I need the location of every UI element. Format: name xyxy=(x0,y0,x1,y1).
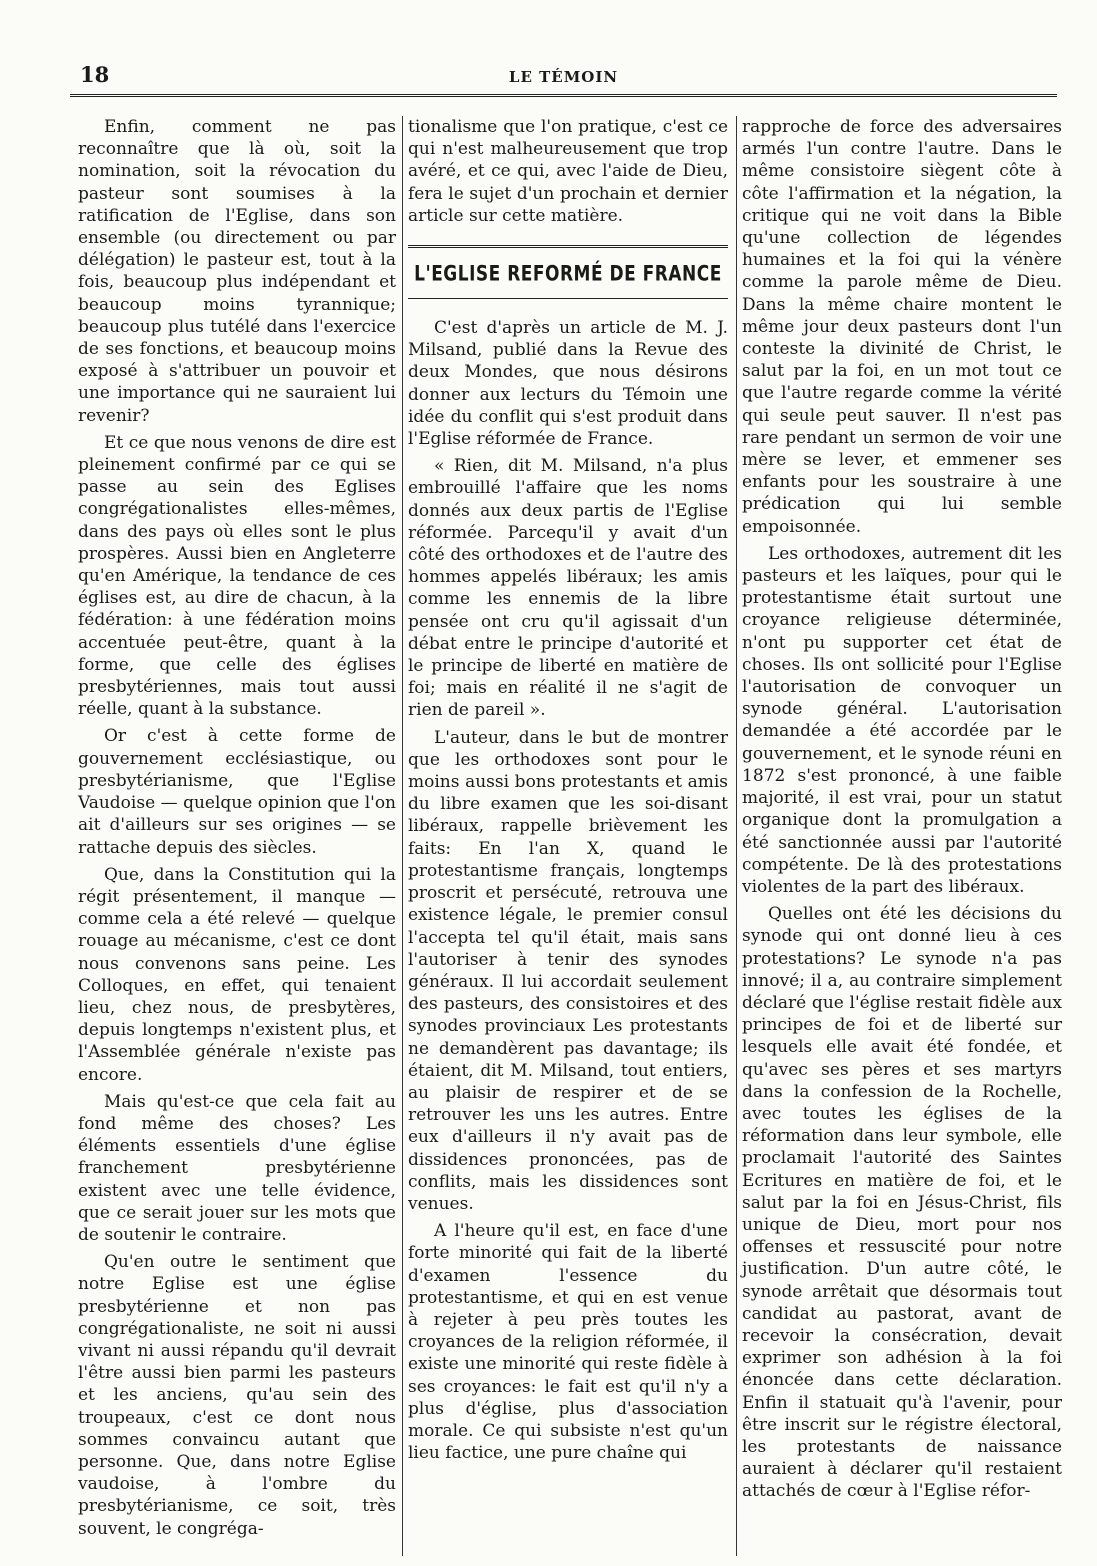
article-title: L'EGLISE REFORMÉ DE FRANCE xyxy=(414,261,722,287)
paragraph: Que, dans la Constitution qui la régit présentement, il manque — comme cela a été relevé — quelque rouage au mécanisme, c'est ce dont nous convenons sans peine. Les Colloques, en effet, qui tenaient lieu, chez nous, de presbytères, depuis longtemps n'existent plus, et l'Assemblée générale n'existe pas encore. xyxy=(78,864,396,1085)
paragraph: A l'heure qu'il est, en face d'une forte minorité qui fait de la liberté d'examen l'essence du protestantisme, et qui en est venue à rejeter à peu près toutes les croyances de la religion réformée, il existe une minorité qui reste fidèle à ses croyances: le fait est qu'il n'y a plus d'église, plus d'association morale. Ce qui subsiste n'est qu'un lieu factice, une pure chaîne qui xyxy=(408,1221,728,1464)
paragraph-continued: rapproche de force des adversaires armés l'un contre l'autre. Dans le même consistoire siègent côte à côte l'affirmation et la négation, la critique qui ne voit dans la Bible qu'une collection de légendes humaines et la foi qui la vénère comme la parole même de Dieu. Dans la même chaire montent le même jour deux pasteurs dont l'un conteste la divinité de Christ, le salut par la foi, en un mot tout ce que l'autre regarde comme la vérité qui seule peut sauver. Il n'est pas rare pendant un sermon de voir une mère se lever, et emmener ses enfants pour les soustraire à une prédication qui lui semble empoisonnée. xyxy=(742,117,1062,537)
journal-title: LE TÉMOIN xyxy=(508,68,619,86)
paragraph: Mais qu'est-ce que cela fait au fond même des choses? Les éléments essentiels d'une église franchement presbytérienne existent avec une telle évidence, que ce serait jouer sur les mots que de soutenir le contraire. xyxy=(78,1091,396,1245)
paragraph: « Rien, dit M. Milsand, n'a plus embrouillé l'affaire que les noms donnés aux deux partis de l'Eglise réformée. Parcequ'il y avait d'un côté des orthodoxes et de l'autre des hommes appelés libéraux; les amis comme les ennemis de la libre pensée ont cru qu'il agissait d'un débat entre le principe d'autorité et le principe de liberté en matière de foi; mais en réalité il ne s'agit de rien de pareil ». xyxy=(408,456,728,721)
header-rule xyxy=(70,94,1057,97)
paragraph: L'auteur, dans le but de montrer que les orthodoxes sont pour le moins aussi bons protestants et amis du libre examen que les soi-disant libéraux, rappelle brièvement les faits: En l'an X, quand le protestantisme français, longtemps proscrit et persécuté, retrouva une existence légale, le premier consul l'accepta tel qu'il était, mais sans l'autoriser à tenir des synodes généraux. Il lui accordait seulement des pasteurs, des consistoires et des synodes provinciaux Les protestants ne demandèrent pas davantage; ils étaient, dit M. Milsand, tout entiers, au plaisir de respirer et de se retrouver les uns les autres. Entre eux d'ailleurs il n'y avait pas de dissidences prononcées, pas de conflits, mais les dissidences sont venues. xyxy=(408,727,728,1214)
paragraph: C'est d'après un article de M. J. Milsand, publié dans la Revue des deux Mondes, que nous désirons donner aux lecturs du Témoin une idée du conflit qui s'est produit dans l'Eglise réformée de France. xyxy=(408,318,728,450)
paragraph-continued: tionalisme que l'on pratique, c'est ce qui n'est malheureusement que trop avéré, et ce qui, avec l'aide de Dieu, fera le sujet d'un prochain et dernier article sur cette matière. xyxy=(408,117,728,226)
title-rule xyxy=(408,298,728,299)
paragraph: Les orthodoxes, autrement dit les pasteurs et les laïques, pour qui le protestantisme était surtout une croyance religieuse déterminée, n'ont pu supporter cet état de choses. Ils ont sollicité pour l'Eglise l'autorisation de convoquer un synode général. L'autorisation demandée a été accordée par le gouvernement, et le synode réuni en 1872 s'est prononcé, à une faible majorité, il est vrai, pour un statut organique dont la promulgation a été sanctionnée aussi par l'autorité compétente. De là des protestations violentes de la part des libéraux. xyxy=(742,543,1062,897)
column-1 xyxy=(78,116,396,1566)
paragraph: Quelles ont été les décisions du synode qui ont donné lieu à ces protestations? Le synode n'a pas innové; il a, au contraire simplement déclaré que l'église restait fidèle aux principes de foi et de liberté sur lesquels elle avait été fondée, et qu'avec ses pères et ses martyrs dans la confession de la Rochelle, avec toutes les églises de la réformation dans leur symbole, elle proclamait l'autorité des Saintes Ecritures en matière de foi, et le salut par la foi en Jésus-Christ, fils unique de Dieu, mort pour nos offenses et ressuscité pour notre justification. D'un autre côté, le synode arrêtait que désormais tout candidat au pastorat, avant de recevoir la consécration, devait exprimer son adhésion à la foi énoncée dans cette déclaration. Enfin il statuait qu'à l'avenir, pour être inscrit sur le régistre électoral, les protestants de naissance auraient à déclarer qu'il restaient attachés de cœur à l'Eglise réfor- xyxy=(742,904,1062,1502)
page-header xyxy=(70,56,1057,96)
column-rule xyxy=(736,116,737,1556)
article-separator xyxy=(408,245,728,248)
column-2 xyxy=(408,116,728,1566)
paragraph: Enfin, comment ne pas reconnaître que là où, soit la nomination, soit la révocation du pasteur sont soumises à la ratification de l'Eglise, dans son ensemble (ou directement ou par délégation) le pasteur est, tout à la fois, beaucoup plus indépendant et beaucoup moins tyrannique; beaucoup plus tutélé dans l'exercice de ses fonctions, et beaucoup moins exposé à s'attribuer un pouvoir et une importance qui ne sauraient lui revenir? xyxy=(78,117,396,426)
paragraph: Qu'en outre le sentiment que notre Eglise est une église presbytérienne et non pas congrégationaliste, ne soit ni aussi vivant ni aussi répandu qu'il devrait l'être aussi bien parmi les pasteurs et les anciens, qu'au sein des troupeaux, c'est ce dont nous sommes convaincu autant que personne. Que, dans notre Eglise vaudoise, à l'ombre du presbytérianisme, ce soit, très souvent, le congréga- xyxy=(78,1252,396,1539)
page-number: 18 xyxy=(80,62,110,87)
paragraph: Et ce que nous venons de dire est pleinement confirmé par ce qui se passe au sein des Eglises congrégationalistes elles-mêmes, dans des pays où elles sont le plus prospères. Aussi bien en Angleterre qu'en Amérique, la tendance de ces églises est, au dire de chacun, à la fédération: à une fédération moins accentuée peut-être, quant à la forme, que celle des églises presbytériennes, mais tout aussi réelle, quant à la substance. xyxy=(78,432,396,720)
column-3 xyxy=(742,116,1062,1566)
paragraph: Or c'est à cette forme de gouvernement ecclésiastique, ou presbytérianisme, que l'Eglise Vaudoise — quelque opinion que l'on ait d'ailleurs sur ses origines — se rattache depuis des siècles. xyxy=(78,726,396,858)
column-rule xyxy=(402,116,403,1556)
